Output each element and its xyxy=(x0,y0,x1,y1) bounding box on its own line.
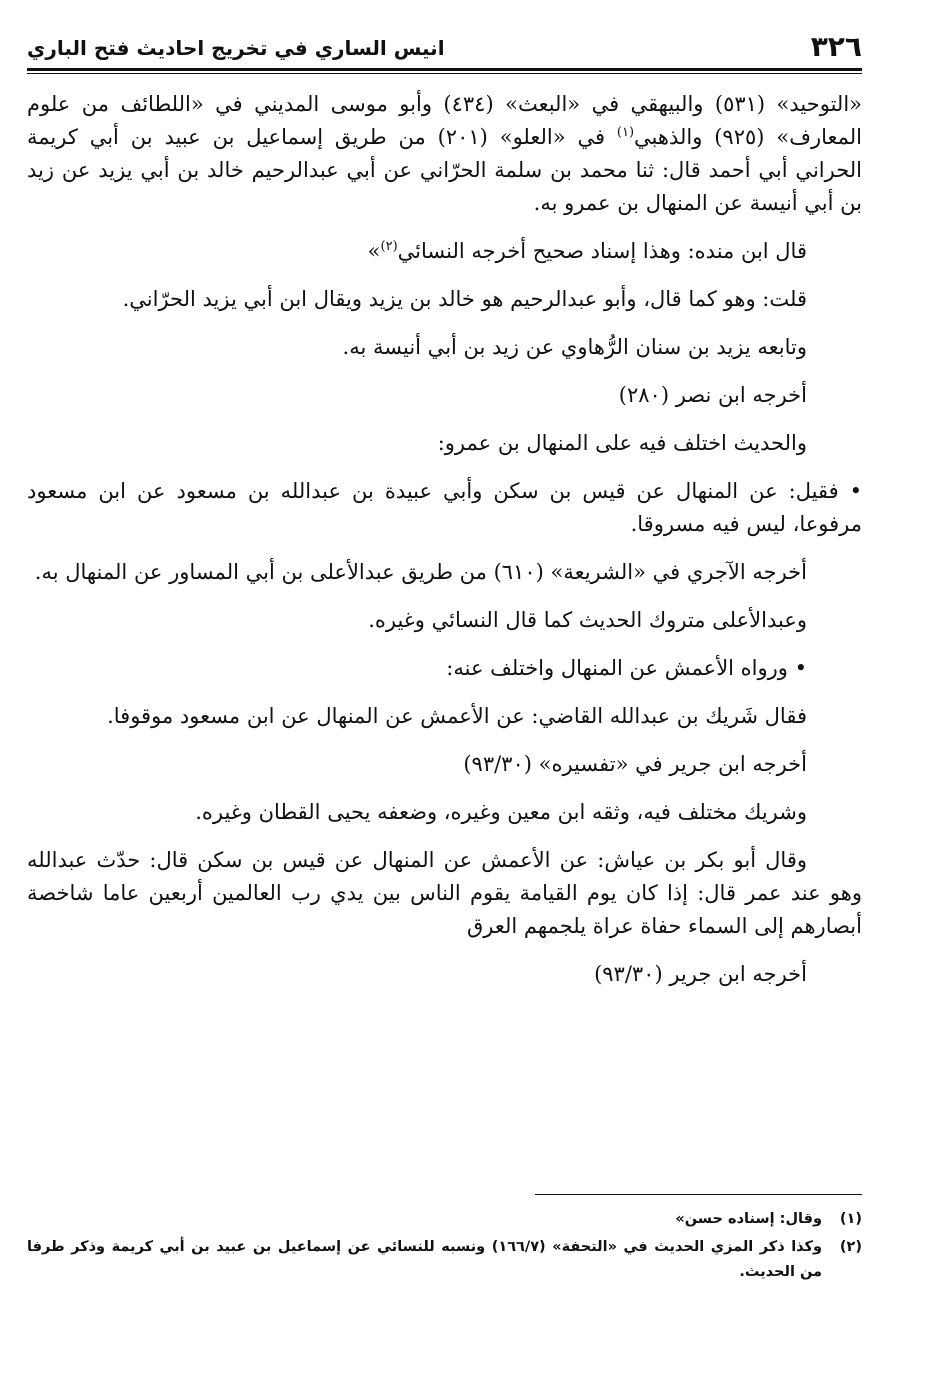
footnote-number: (٢) xyxy=(839,1239,862,1255)
footnote xyxy=(27,1235,862,1285)
paragraph: أخرجه الآجري في «الشريعة» (٦١٠) من طريق عبدالأعلى بن أبي المساور عن المنهال به. xyxy=(34,560,807,584)
running-title: انيس الساري في تخريج احاديث فتح الباري xyxy=(27,36,445,60)
footnote-marker: (١) xyxy=(616,125,635,140)
paragraph: أخرجه ابن جرير في «تفسيره» (٩٣/٣٠) xyxy=(463,752,807,776)
paragraph: وتابعه يزيد بن سنان الرُّهاوي عن زيد بن أبي أنيسة به. xyxy=(342,335,807,359)
header-rule xyxy=(27,68,862,71)
paragraph: وشريك مختلف فيه، وثقه ابن معين وغيره، وضعفه يحيى القطان وغيره. xyxy=(195,800,807,824)
paragraph: أخرجه ابن جرير (٩٣/٣٠) xyxy=(594,962,807,986)
footnotes xyxy=(27,1207,862,1288)
page-header xyxy=(27,24,862,66)
footnote-number: (١) xyxy=(839,1211,862,1227)
paragraph: والحديث اختلف فيه على المنهال بن عمرو: xyxy=(437,431,807,455)
paragraph: أخرجه ابن نصر (٢٨٠) xyxy=(618,383,807,407)
footnote xyxy=(27,1207,862,1232)
footnote-marker: (٢) xyxy=(380,239,398,254)
paragraph: • ورواه الأعمش عن المنهال واختلف عنه: xyxy=(446,656,807,680)
paragraph: وقال أبو بكر بن عياش: عن الأعمش عن المنهال عن قيس بن سكن قال: حدّث عبدالله وهو عند عمر قال: إذا كان يوم القيامة يقوم الناس بين يدي رب العالمين أربعين عاما شاخصة أبصارهم إلى السماء حفاة عراة يلجمهم العرق xyxy=(27,848,862,938)
page-number: ٣٢٦ xyxy=(810,30,862,63)
paragraph: • فقيل: عن المنهال عن قيس بن سكن وأبي عبيدة بن عبدالله بن مسعود عن ابن مسعود مرفوعا، ليس فيه مسروقا. xyxy=(27,479,862,536)
footnote-separator xyxy=(535,1194,862,1195)
paragraph: قلت: وهو كما قال، وأبو عبدالرحيم هو خالد بن يزيد ويقال ابن أبي يزيد الحرّاني. xyxy=(122,287,807,311)
footnote-text: وقال: إسناده حسن» xyxy=(675,1211,822,1227)
paragraph: قال ابن منده: وهذا إسناد صحيح أخرجه النسائي$^{(٢)}$» xyxy=(367,239,807,263)
paragraph: «التوحيد» (٥٣١) والبيهقي في «البعث» (٤٣٤) وأبو موسى المديني في «اللطائف من علوم المعارف» (٩٢٥) والذهبي$^{(١)}$ في «العلو» (٢٠١) من طريق إسماعيل بن عبيد بن أبي كريمة الحراني أبي أحمد قال: ثنا محمد بن سلمة الحرّاني عن أبي عبدالرحيم خالد بن أبي يزيد عن زيد بن أبي أنيسة عن المنهال بن عمرو به. xyxy=(27,92,863,215)
header-rule-thin xyxy=(27,73,862,74)
main-text xyxy=(27,88,862,1006)
footnote-text: وكذا ذكر المزي الحديث في «التحفة» (١٦٦/٧) ونسبه للنسائي عن إسماعيل بن عبيد بن أبي كريمة وذكر طرفا من الحديث. xyxy=(27,1239,822,1280)
paragraph: وعبدالأعلى متروك الحديث كما قال النسائي وغيره. xyxy=(368,608,807,632)
paragraph: فقال شَريك بن عبدالله القاضي: عن الأعمش عن المنهال عن ابن مسعود موقوفا. xyxy=(107,704,807,728)
